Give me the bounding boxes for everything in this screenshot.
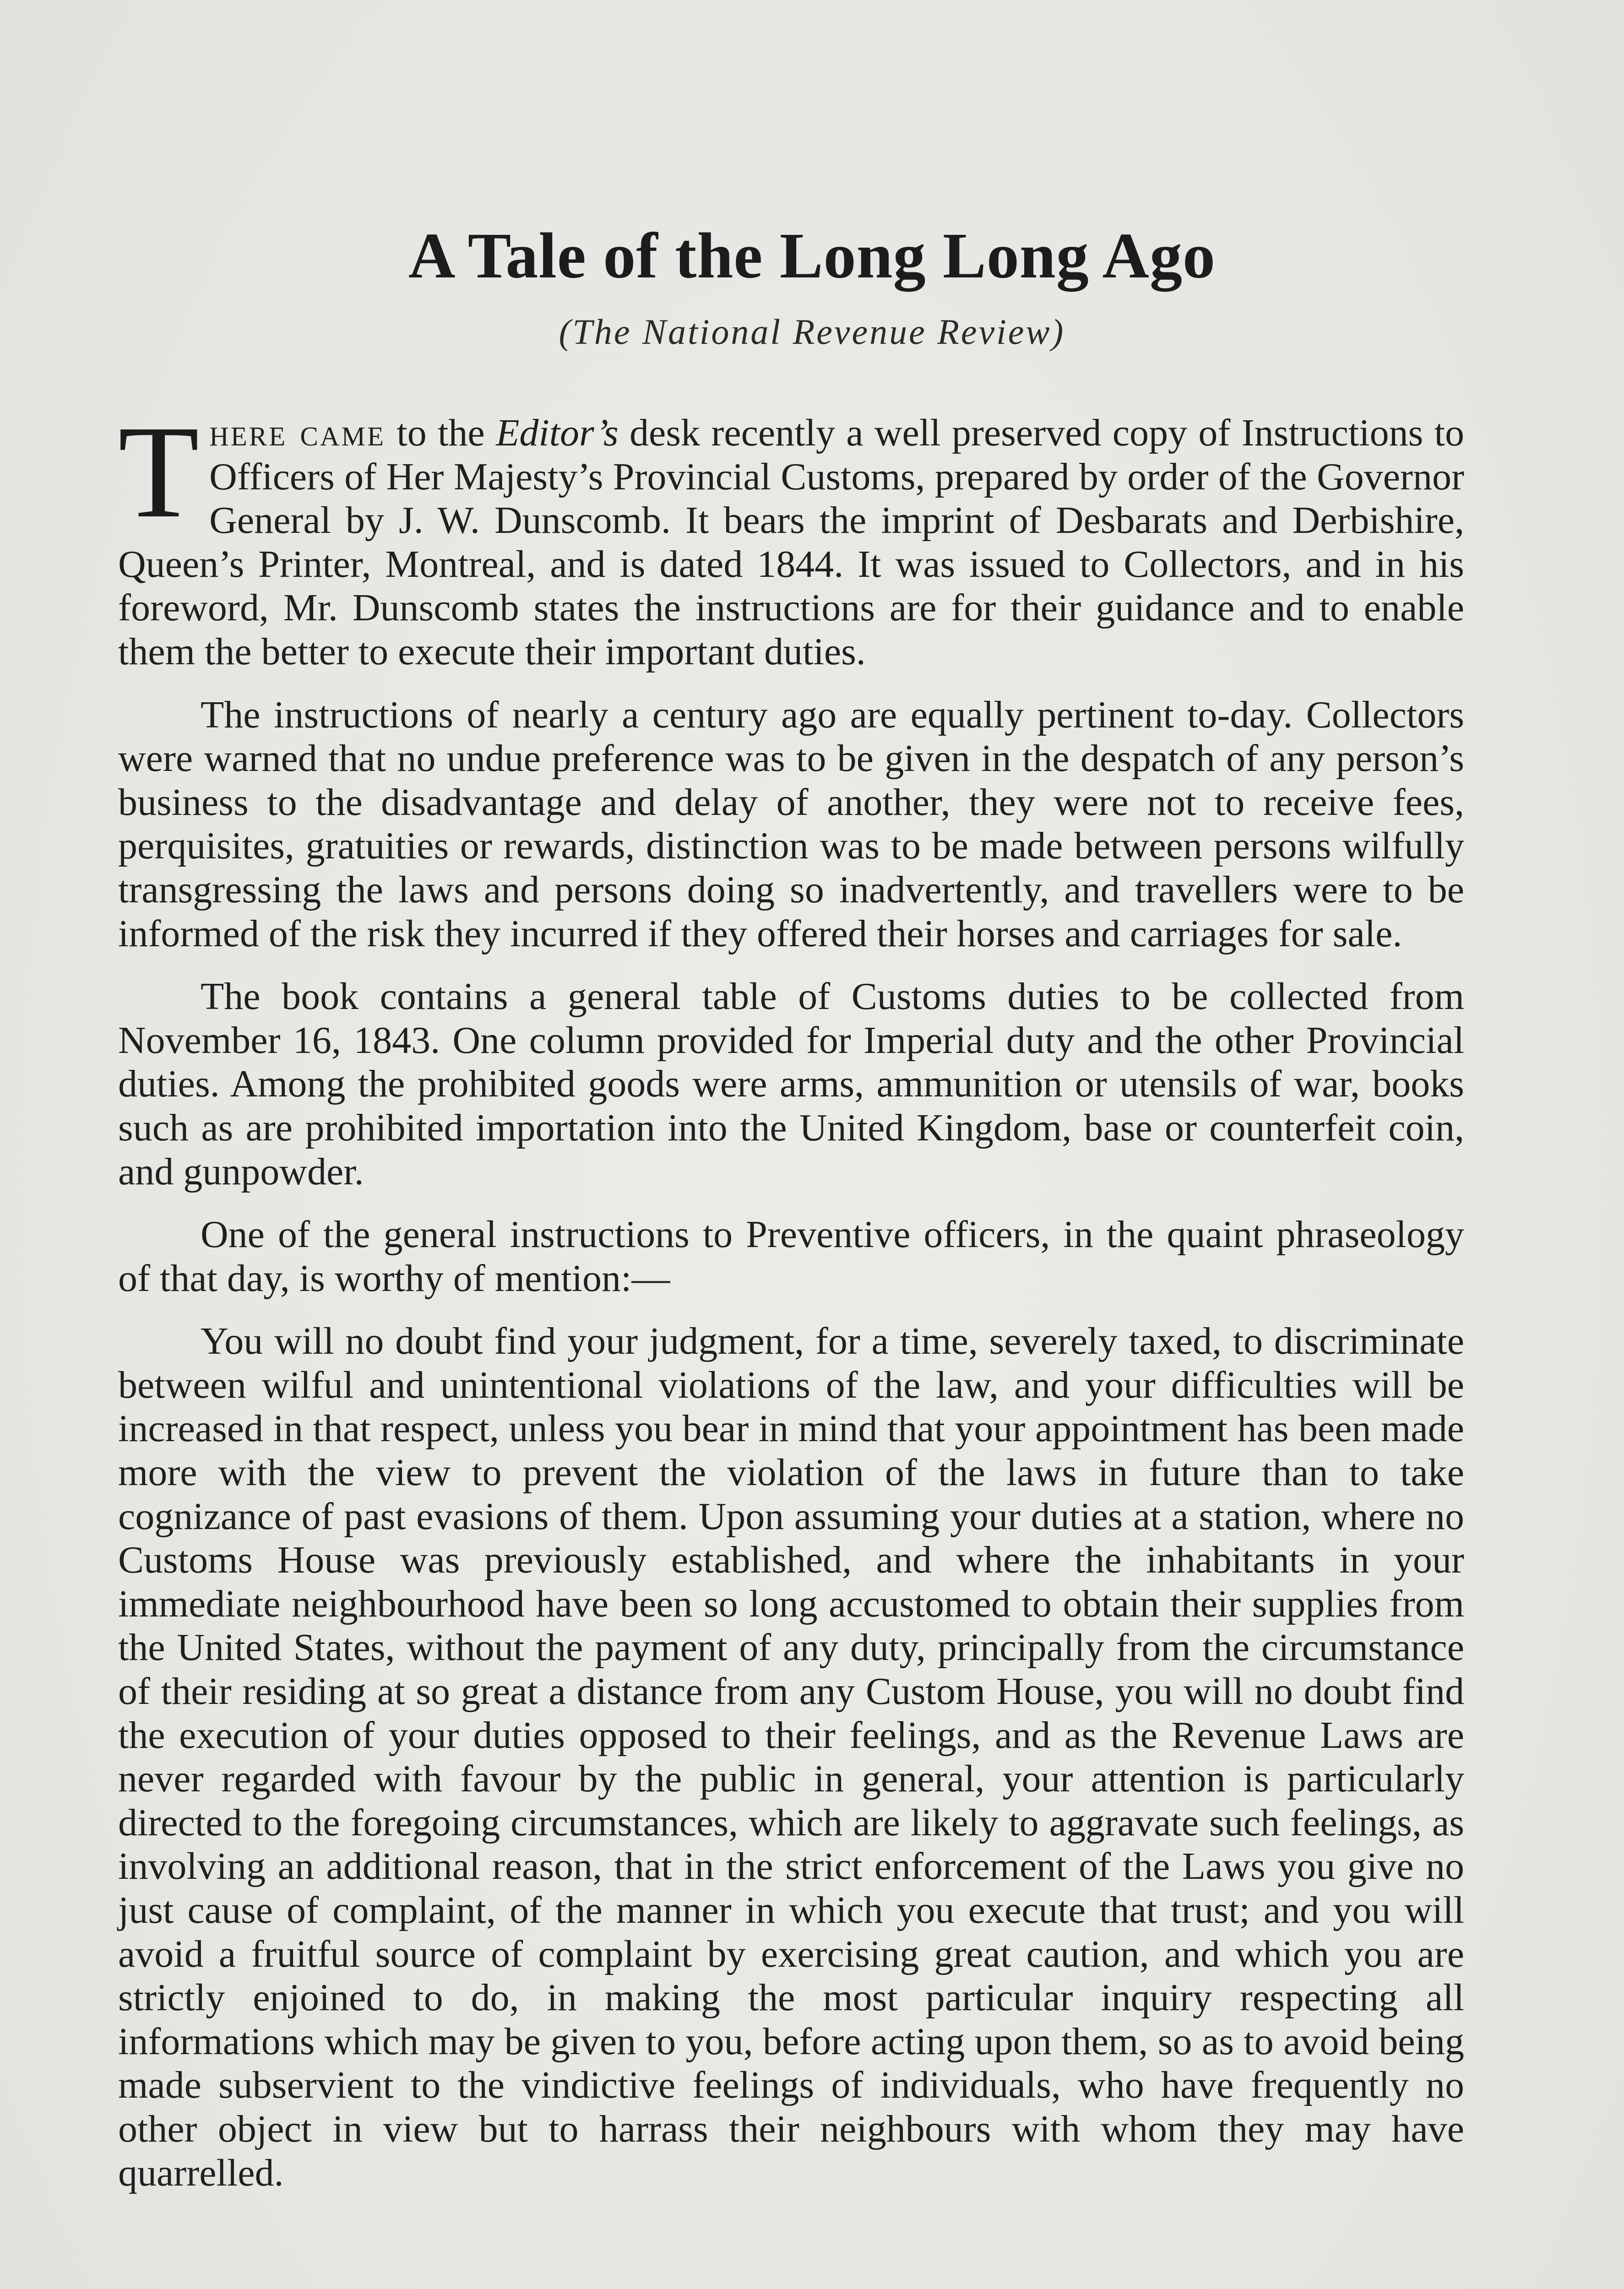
drop-cap: T <box>118 398 200 545</box>
paragraph-2: The instructions of nearly a century ago are equally pertinent to-day. Collectors were warned that no undue preference was to be given in the despatch of any person’s business to the disadvantage and delay of another, they were not to receive fees, perquisites, gratuities or rewards, distinction was to be made between persons wilfully transgressing the laws and persons doing so inadvertently, and travellers were to be informed of the risk they incurred if they offered their horses and carriages for sale. <box>118 693 1464 955</box>
paragraph-1-text-b: desk recently a well preserved copy of Instructions to Officers of Her Majesty’s Provincial Customs, prepared by order of the Governor General by J. W. Dunscomb. It bears the imprint of Desbarats and Derbishire, Queen’s Printer, Montreal, and is dated 1844. It was issued to Collectors, and in his foreword, Mr. Dunscomb states the instructions are for their guidance and to enable them the better to execute their important duties. <box>118 412 1465 673</box>
opening-small-caps: here came <box>209 412 386 454</box>
article-body <box>118 398 1465 2214</box>
paragraph-1 <box>118 398 1465 674</box>
paragraph-1-text-a: to the <box>386 412 496 454</box>
paragraph-3: The book contains a general table of Customs duties to be collected from November 16, 1843. One column provided for Imperial duty and the other Provincial duties. Among the prohibited goods were arms, ammunition or utensils of war, books such as are prohibited importation into the United Kingdom, base or counterfeit coin, and gunpowder. <box>118 975 1464 1193</box>
article-source: (The National Revenue Review) <box>559 312 1065 352</box>
editor-italic: Editor’s <box>496 412 619 454</box>
article-title: A Tale of the Long Long Ago <box>408 219 1216 292</box>
paragraph-5-quotation: You will no doubt find your judgment, for a time, severely taxed, to discriminate between wilful and unintentional violations of the law, and your difficulties will be increased in that respect, unless you bear in mind that your appointment has been made more with the view to prevent the violation of the laws in future than to take cognizance of past evasions of them. Upon assuming your duties at a station, where no Customs House was previously established, and where the inhabitants in your immediate neighbourhood have been so long accustomed to obtain their supplies from the United States, without the payment of any duty, principally from the circumstance of their residing at so great a distance from any Custom House, you will no doubt find the execution of your duties opposed to their feelings, and as the Revenue Laws are never regarded with favour by the public in general, your attention is particularly directed to the foregoing circumstances, which are likely to aggravate such feelings, as involving an additional reason, that in the strict enforcement of the Laws you give no just cause of complaint, of the manner in which you execute that trust; and you will avoid a fruitful source of complaint by exercising great caution, and which you are strictly enjoined to do, in making the most particular inquiry respecting all informations which may be given to you, before acting upon them, so as to avoid being made subservient to the vindictive feelings of individuals, who have frequently no other object in view but to harrass their neighbours with whom they may have quarrelled. <box>118 1320 1464 2194</box>
paragraph-4: One of the general instructions to Preventive officers, in the quaint phraseology of that day, is worthy of mention:— <box>118 1213 1464 1300</box>
